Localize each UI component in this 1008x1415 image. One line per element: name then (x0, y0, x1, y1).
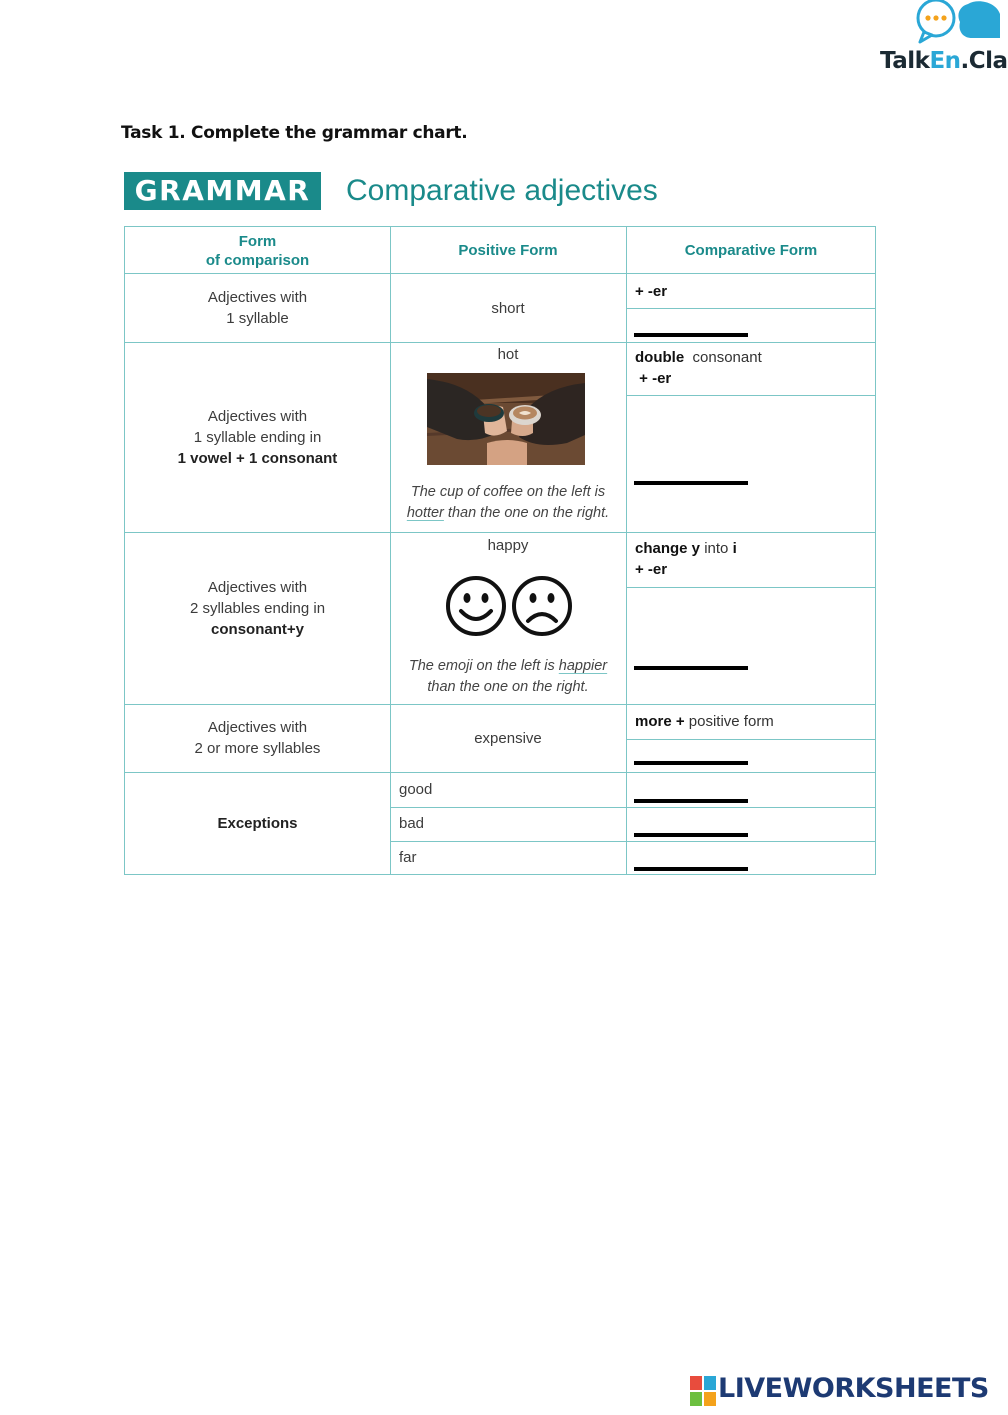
rule-double-consonant: double consonant + -er (635, 349, 762, 387)
form-1-syllable-vowel-consonant: Adjectives with 1 syllable ending in 1 vowel + 1 consonant (177, 408, 338, 467)
form-2-syllables-consonant-y: Adjectives with 2 syllables ending in consonant+y (189, 579, 326, 638)
liveworksheets-logo-icon (690, 1376, 716, 1406)
liveworksheets-logo-text: LIVEWORKSHEETS (718, 1373, 989, 1404)
form-2-or-more-syllables: Adjectives with 2 or more syllables (194, 719, 321, 757)
grammar-chart (124, 226, 876, 875)
answer-blank-far[interactable] (634, 867, 748, 871)
logo-text: TalkEn.Cla (880, 48, 1008, 74)
positive-hot: hot (497, 346, 519, 363)
answer-blank-hot[interactable] (634, 481, 748, 485)
example-happier: The emoji on the left is happier than the one on the right. (408, 658, 608, 695)
example-hotter: The cup of coffee on the left is hotter than the one on the right. (406, 484, 610, 521)
form-1-syllable: Adjectives with 1 syllable (207, 289, 308, 327)
rule-change-y-into-i: change y into i + -er (635, 540, 737, 578)
exception-bad: bad (399, 815, 425, 832)
exception-far: far (399, 849, 417, 866)
exception-good: good (399, 781, 433, 798)
happy-face-icon (445, 575, 507, 637)
header-comparative-form: Comparative Form (684, 242, 818, 259)
answer-blank-bad[interactable] (634, 833, 748, 837)
positive-expensive: expensive (474, 730, 542, 747)
section-heading: Comparative adjectives (346, 174, 658, 207)
header-form-of-comparison: Form of comparison (205, 233, 310, 269)
answer-blank-happy[interactable] (634, 666, 748, 670)
answer-blank-short[interactable] (634, 333, 748, 337)
exceptions-label: Exceptions (217, 815, 298, 832)
answer-blank-expensive[interactable] (634, 761, 748, 765)
talkenclass-logo (880, 0, 1008, 80)
positive-short: short (491, 300, 525, 317)
sad-face-icon (511, 575, 573, 637)
answer-blank-good[interactable] (634, 799, 748, 803)
grammar-badge: GRAMMAR (124, 172, 321, 210)
chat-bubbles-icon (916, 0, 1000, 44)
rule-er: + -er (635, 283, 668, 300)
positive-happy: happy (487, 537, 529, 554)
header-positive-form: Positive Form (458, 242, 558, 259)
task-title: Task 1. Complete the grammar chart. (121, 123, 468, 143)
rule-more-positive-form: more + positive form (635, 713, 774, 730)
coffee-cups-image (427, 373, 585, 465)
